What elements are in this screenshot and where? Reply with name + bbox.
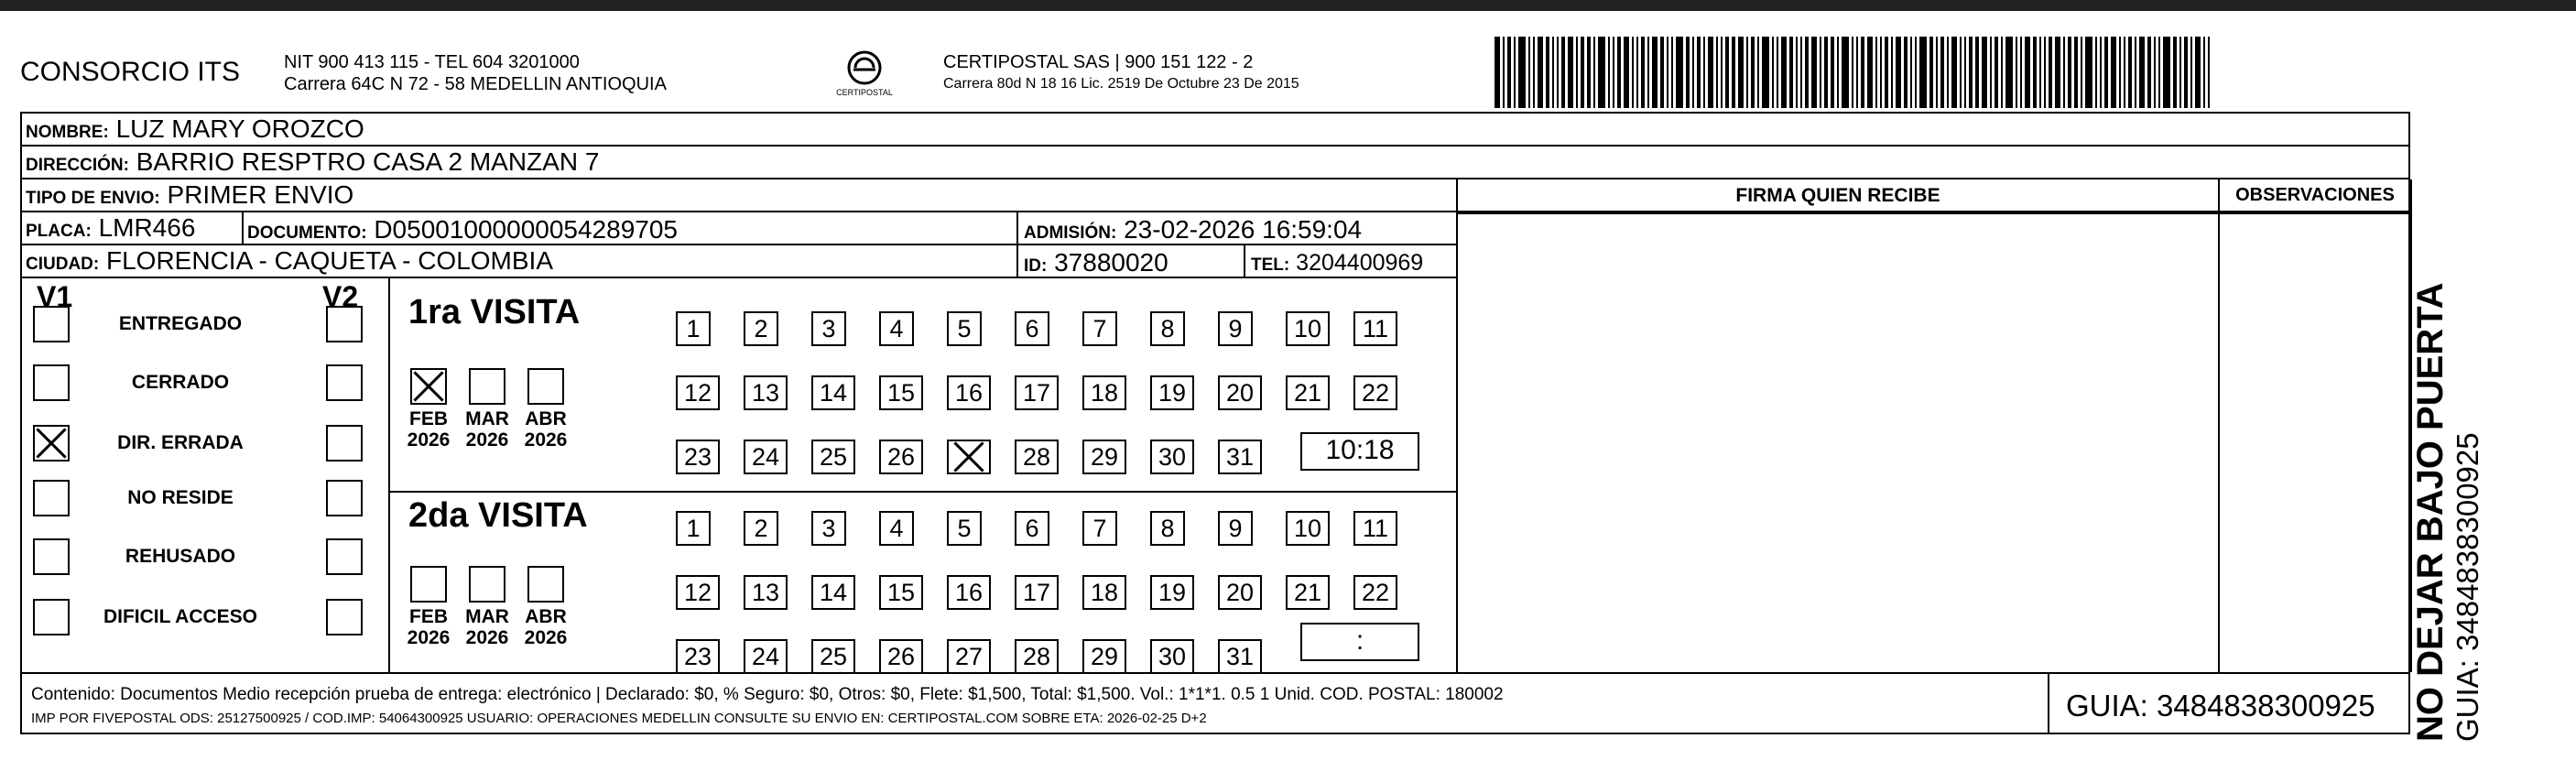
barcode-bar	[2085, 37, 2092, 108]
company-address: Carrera 64C N 72 - 58 MEDELLIN ANTIOQUIA	[284, 74, 667, 94]
day-box[interactable]: 24	[744, 440, 788, 474]
barcode-bar	[1772, 37, 1774, 108]
day-box[interactable]: 3	[811, 511, 846, 546]
barcode-bar	[1885, 37, 1888, 108]
v1-checkbox[interactable]	[33, 599, 70, 635]
day-box[interactable]: 5	[947, 311, 982, 346]
divider	[1016, 212, 1018, 278]
barcode-bar	[1667, 37, 1668, 108]
barcode-bar	[1538, 37, 1543, 108]
barcode-bar	[1697, 37, 1701, 108]
barcode-bar	[1982, 37, 1987, 108]
v1-checkbox[interactable]	[33, 306, 70, 342]
certipostal-info	[943, 51, 1299, 95]
barcode-bar	[1528, 37, 1530, 108]
day-box[interactable]: 22	[1353, 575, 1397, 610]
barcode-bar	[1751, 37, 1755, 108]
placa-label: PLACA:	[26, 222, 92, 241]
barcode-bar	[1725, 37, 1729, 108]
day-box[interactable]: 23	[676, 440, 720, 474]
ciudad-value: FLORENCIA - CAQUETA - COLOMBIA	[106, 246, 554, 275]
barcode-bar	[1738, 37, 1744, 108]
barcode-bar	[2005, 37, 2013, 108]
barcode-bar	[2016, 37, 2017, 108]
divider	[388, 278, 390, 672]
day-box[interactable]: 15	[879, 575, 923, 610]
day-box[interactable]: 30	[1150, 639, 1194, 674]
status-option-label: ENTREGADO	[118, 313, 243, 334]
day-box[interactable]: 3	[811, 311, 846, 346]
v1-checkbox[interactable]	[33, 538, 70, 575]
barcode-bar	[1686, 37, 1690, 108]
v2-checkbox[interactable]	[326, 364, 363, 401]
ciudad-label: CIUDAD:	[26, 255, 100, 274]
month-label	[518, 408, 573, 451]
day-box[interactable]: 5	[947, 511, 982, 546]
month-name: FEB	[409, 408, 448, 429]
day-box[interactable]: 12	[676, 375, 720, 410]
day-box[interactable]: 17	[1015, 375, 1059, 410]
day-box[interactable]: 16	[947, 575, 991, 610]
v1-checkbox[interactable]	[33, 425, 70, 462]
barcode-bar	[1910, 37, 1912, 108]
barcode-bar	[1975, 37, 1979, 108]
barcode-bar	[1936, 37, 1938, 108]
barcode-bar	[1632, 37, 1634, 108]
day-box[interactable]: 7	[1082, 311, 1117, 346]
barcode-bar	[1716, 37, 1718, 108]
divider	[22, 672, 2408, 674]
barcode-bar	[1781, 37, 1787, 108]
barcode-bar	[2074, 37, 2078, 108]
v2-checkbox[interactable]	[326, 480, 363, 516]
month-label	[401, 606, 456, 648]
day-box[interactable]: 18	[1082, 375, 1126, 410]
v2-header: V2	[322, 280, 359, 313]
month-name: FEB	[409, 606, 448, 627]
barcode-bar	[1800, 37, 1802, 108]
v1-header: V1	[37, 280, 73, 313]
day-box[interactable]: 31	[1218, 440, 1262, 474]
barcode-bar	[1831, 37, 1834, 108]
day-box[interactable]: 28	[1015, 639, 1059, 674]
firma-header: FIRMA QUIEN RECIBE	[1735, 185, 1940, 206]
barcode-bar	[2020, 37, 2022, 108]
barcode-bar	[2128, 37, 2132, 108]
barcode-bar	[2195, 37, 2201, 108]
side-guia: GUIA: 3484838300925	[2451, 432, 2484, 742]
barcode-bar	[1676, 37, 1683, 108]
barcode-bar	[1581, 37, 1584, 108]
barcode-bar	[1951, 37, 1957, 108]
day-box[interactable]: 14	[811, 375, 855, 410]
day-box[interactable]: 8	[1150, 511, 1185, 546]
day-box[interactable]: 25	[811, 639, 855, 674]
tel-label: TEL:	[1251, 255, 1290, 275]
direccion-label: DIRECCIÓN:	[26, 156, 129, 175]
barcode-bar	[1692, 37, 1694, 108]
barcode-bar	[1896, 37, 1901, 108]
logo-text: CERTIPOSTAL	[836, 88, 893, 97]
day-box[interactable]: 7	[1082, 511, 1117, 546]
barcode-bar	[1929, 37, 1933, 108]
day-box[interactable]: 2	[744, 511, 778, 546]
barcode-bar	[1533, 37, 1535, 108]
barcode-bar	[2100, 37, 2102, 108]
day-box[interactable]: 21	[1286, 575, 1330, 610]
documento-value: D05001000000054289705	[374, 215, 678, 244]
day-box[interactable]: 22	[1353, 375, 1397, 410]
barcode-bar	[2104, 37, 2108, 108]
barcode-bar	[1636, 37, 1638, 108]
barcode-bar	[1837, 37, 1839, 108]
month-label	[401, 408, 456, 451]
day-box[interactable]: 28	[1015, 440, 1059, 474]
divider	[1244, 245, 1245, 278]
certipostal-line2: Carrera 80d N 18 16 Lic. 2519 De Octubre 23 De 2015	[943, 76, 1299, 92]
barcode-bar	[1805, 37, 1809, 108]
direccion-row	[22, 147, 2408, 179]
v2-checkbox[interactable]	[326, 599, 363, 635]
barcode-bar	[1495, 37, 1500, 108]
barcode-bar	[1660, 37, 1664, 108]
barcode-bar	[1875, 37, 1877, 108]
barcode-bar	[2203, 37, 2205, 108]
id-label: ID:	[1024, 256, 1048, 276]
documento-cell	[247, 214, 678, 249]
barcode-bar	[1507, 37, 1511, 108]
month-label	[518, 606, 573, 648]
footer-contents: Contenido: Documentos Medio recepción prueba de entrega: electrónico | Declarado: $0, % Seguro: $0, Otros: $0, Flete: $1,500, Total: $1,500. Vol.: 1*1*1. 0.5 1 Unid. COD. POSTAL: 180002	[31, 685, 1504, 704]
barcode-bar	[2119, 37, 2121, 108]
barcode-bar	[1904, 37, 1908, 108]
day-box[interactable]: 30	[1150, 440, 1194, 474]
day-box[interactable]: 23	[676, 639, 720, 674]
company-name: CONSORCIO ITS	[20, 57, 241, 87]
barcode-bar	[1641, 37, 1645, 108]
day-box[interactable]: 18	[1082, 575, 1126, 610]
day-box[interactable]: 31	[1218, 639, 1262, 674]
divider	[2048, 672, 2049, 733]
barcode-bar	[1852, 37, 1853, 108]
observaciones-header: OBSERVACIONES	[2235, 185, 2395, 205]
divider	[2218, 179, 2220, 672]
month-name: ABR	[525, 408, 567, 429]
month-year: 2026	[465, 429, 509, 451]
tipo-label: TIPO DE ENVIO:	[26, 189, 160, 208]
barcode-bar	[1647, 37, 1649, 108]
barcode-bar	[1624, 37, 1629, 108]
month-year: 2026	[407, 627, 451, 648]
company-nit: NIT 900 413 115 - TEL 604 3201000	[284, 52, 580, 72]
visit1-hour-box[interactable]: 10:18	[1300, 432, 1419, 471]
barcode-bar	[1940, 37, 1944, 108]
barcode-bar	[1652, 37, 1658, 108]
direccion-value: BARRIO RESPTRO CASA 2 MANZAN 7	[136, 147, 600, 176]
admision-label: ADMISIÓN:	[1024, 223, 1117, 243]
barcode-bar	[1915, 37, 1917, 108]
day-box[interactable]: 14	[811, 575, 855, 610]
barcode-bar	[2025, 37, 2030, 108]
barcode-bar	[1503, 37, 1505, 108]
day-box[interactable]: 11	[1353, 311, 1397, 346]
barcode-bar	[1789, 37, 1793, 108]
barcode-bar	[1867, 37, 1873, 108]
company-info	[284, 51, 667, 95]
barcode-bar	[1514, 37, 1516, 108]
barcode-bar	[1613, 37, 1614, 108]
status-option-label: DIR. ERRADA	[117, 432, 244, 453]
day-box[interactable]: 4	[879, 311, 914, 346]
barcode-bar	[2173, 37, 2177, 108]
day-box[interactable]: 6	[1015, 311, 1049, 346]
visit2-hour-box[interactable]: :	[1300, 623, 1419, 661]
day-box[interactable]: 20	[1218, 575, 1262, 610]
barcode-bar	[1762, 37, 1769, 108]
barcode-bar	[1820, 37, 1821, 108]
documento-label: DOCUMENTO:	[247, 223, 367, 243]
barcode-bar	[2095, 37, 2097, 108]
barcode-bar	[1617, 37, 1621, 108]
footer-guia: GUIA: 3484838300925	[2066, 689, 2375, 722]
day-box[interactable]: 9	[1218, 311, 1253, 346]
barcode-bar	[1880, 37, 1882, 108]
barcode-bar	[1757, 37, 1759, 108]
barcode-bar	[1576, 37, 1578, 108]
nombre-label: NOMBRE:	[26, 123, 109, 142]
barcode-bar	[1561, 37, 1565, 108]
barcode-bar	[2055, 37, 2060, 108]
certipostal-logo	[835, 48, 894, 104]
certipostal-line1: CERTIPOSTAL SAS | 900 151 122 - 2	[943, 52, 1254, 72]
day-box[interactable]: 24	[744, 639, 788, 674]
month-checkbox[interactable]	[469, 566, 505, 603]
visit2-title: 2da VISITA	[408, 496, 588, 535]
barcode-bar	[1990, 37, 1992, 108]
barcode-bar	[2147, 37, 2151, 108]
barcode-bar	[2068, 37, 2071, 108]
day-box[interactable]: 19	[1150, 575, 1194, 610]
id-value: 37880020	[1054, 248, 1168, 277]
day-box[interactable]: 27	[947, 639, 991, 674]
month-label	[460, 606, 515, 648]
month-checkbox[interactable]	[527, 368, 564, 405]
barcode-bar	[1557, 37, 1559, 108]
month-label	[460, 408, 515, 451]
v2-checkbox[interactable]	[326, 425, 363, 462]
barcode-bar	[2190, 37, 2192, 108]
day-box[interactable]: 13	[744, 575, 788, 610]
barcode-bar	[1671, 37, 1673, 108]
barcode-bar	[1708, 37, 1713, 108]
admision-cell	[1024, 214, 1362, 249]
barcode-bar	[1919, 37, 1927, 108]
barcode-bar	[1796, 37, 1798, 108]
admision-value: 23-02-2026 16:59:04	[1124, 215, 1363, 244]
month-checkbox[interactable]	[469, 368, 505, 405]
day-box[interactable]: 29	[1082, 639, 1126, 674]
status-option-label: REHUSADO	[125, 546, 236, 567]
month-name: MAR	[465, 408, 509, 429]
barcode-bar	[2158, 37, 2160, 108]
barcode-bar	[1587, 37, 1591, 108]
v2-checkbox[interactable]	[326, 306, 363, 342]
barcode-bar	[2033, 37, 2037, 108]
day-box[interactable]: 1	[676, 511, 711, 546]
barcode	[1495, 37, 2227, 108]
day-box[interactable]: 8	[1150, 311, 1185, 346]
day-box[interactable]: 15	[879, 375, 923, 410]
barcode-bar	[2184, 37, 2188, 108]
day-box[interactable]: 26	[879, 440, 923, 474]
barcode-bar	[1598, 37, 1605, 108]
visit1-title: 1ra VISITA	[408, 293, 581, 331]
month-year: 2026	[465, 627, 509, 648]
day-box[interactable]	[947, 440, 991, 474]
barcode-bar	[2044, 37, 2046, 108]
day-box[interactable]: 10	[1286, 511, 1330, 546]
barcode-bar	[1856, 37, 1858, 108]
barcode-bar	[1546, 37, 1549, 108]
barcode-bar	[2063, 37, 2065, 108]
id-cell	[1024, 247, 1168, 282]
day-box[interactable]: 10	[1286, 311, 1330, 346]
barcode-bar	[1964, 37, 1966, 108]
day-box[interactable]: 25	[811, 440, 855, 474]
barcode-bar	[2139, 37, 2145, 108]
divider	[242, 212, 244, 245]
day-box[interactable]: 9	[1218, 511, 1253, 546]
barcode-bar	[1732, 37, 1735, 108]
footer-print-info: IMP POR FIVEPOSTAL ODS: 25127500925 / COD.IMP: 54064300925 USUARIO: OPERACIONES MEDELLIN CONSULTE SU ENVIO EN: CERTIPOSTAL.COM SOBRE ETA: 2026-02-25 D+2	[31, 711, 1207, 726]
month-year: 2026	[524, 429, 568, 451]
barcode-bar	[2001, 37, 2003, 108]
nombre-row	[22, 114, 2408, 147]
barcode-bar	[1891, 37, 1893, 108]
month-name: ABR	[525, 606, 567, 627]
divider	[388, 491, 1456, 493]
barcode-bar	[1721, 37, 1723, 108]
day-box[interactable]: 13	[744, 375, 788, 410]
barcode-bar	[2049, 37, 2052, 108]
barcode-bar	[1608, 37, 1610, 108]
day-box[interactable]: 19	[1150, 375, 1194, 410]
status-option-label: NO RESIDE	[127, 487, 234, 508]
month-year: 2026	[407, 429, 451, 451]
placa-value: LMR466	[98, 213, 196, 242]
day-box[interactable]: 20	[1218, 375, 1262, 410]
barcode-bar	[2039, 37, 2041, 108]
tel-cell	[1251, 247, 1423, 281]
barcode-bar	[1552, 37, 1554, 108]
barcode-bar	[2135, 37, 2136, 108]
status-option-label: CERRADO	[131, 372, 230, 393]
barcode-bar	[1811, 37, 1817, 108]
barcode-bar	[2111, 37, 2116, 108]
barcode-bar	[1960, 37, 1962, 108]
divider	[1456, 212, 2412, 214]
day-box[interactable]: 21	[1286, 375, 1330, 410]
day-box[interactable]: 26	[879, 639, 923, 674]
day-box[interactable]: 2	[744, 311, 778, 346]
month-year: 2026	[524, 627, 568, 648]
barcode-bar	[1746, 37, 1748, 108]
day-box[interactable]: 29	[1082, 440, 1126, 474]
barcode-bar	[2154, 37, 2156, 108]
barcode-bar	[2163, 37, 2170, 108]
barcode-bar	[1703, 37, 1705, 108]
status-option-label: DIFICIL ACCESO	[103, 606, 257, 627]
day-box[interactable]: 12	[676, 575, 720, 610]
top-border	[0, 0, 2576, 11]
day-box[interactable]: 17	[1015, 575, 1059, 610]
v2-checkbox[interactable]	[326, 538, 363, 575]
tel-value: 3204400969	[1296, 250, 1424, 276]
barcode-bar	[1593, 37, 1595, 108]
ciudad-row	[22, 245, 1456, 278]
v1-checkbox[interactable]	[33, 364, 70, 401]
day-box[interactable]: 4	[879, 511, 914, 546]
day-box[interactable]: 6	[1015, 511, 1049, 546]
barcode-bar	[1969, 37, 1973, 108]
v1-checkbox[interactable]	[33, 480, 70, 516]
barcode-bar	[1777, 37, 1778, 108]
barcode-bar	[2208, 37, 2210, 108]
barcode-bar	[2179, 37, 2181, 108]
barcode-bar	[2081, 37, 2082, 108]
divider	[1456, 179, 1458, 672]
month-checkbox[interactable]	[410, 566, 447, 603]
barcode-bar	[1842, 37, 1849, 108]
barcode-bar	[1518, 37, 1526, 108]
day-box[interactable]: 11	[1353, 511, 1397, 546]
tipo-value: PRIMER ENVIO	[167, 180, 354, 209]
day-box[interactable]: 16	[947, 375, 991, 410]
month-checkbox[interactable]	[410, 368, 447, 405]
nombre-value: LUZ MARY OROZCO	[115, 114, 364, 143]
barcode-bar	[1568, 37, 1573, 108]
month-checkbox[interactable]	[527, 566, 564, 603]
barcode-bar	[1994, 37, 1998, 108]
no-dejar-warning: NO DEJAR BAJO PUERTA	[2410, 282, 2451, 742]
side-vertical-text	[2410, 282, 2485, 742]
barcode-bar	[2124, 37, 2125, 108]
barcode-bar	[1824, 37, 1828, 108]
day-box[interactable]: 1	[676, 311, 711, 346]
month-name: MAR	[465, 606, 509, 627]
barcode-bar	[1861, 37, 1864, 108]
barcode-bar	[1947, 37, 1949, 108]
delivery-form	[20, 112, 2410, 734]
